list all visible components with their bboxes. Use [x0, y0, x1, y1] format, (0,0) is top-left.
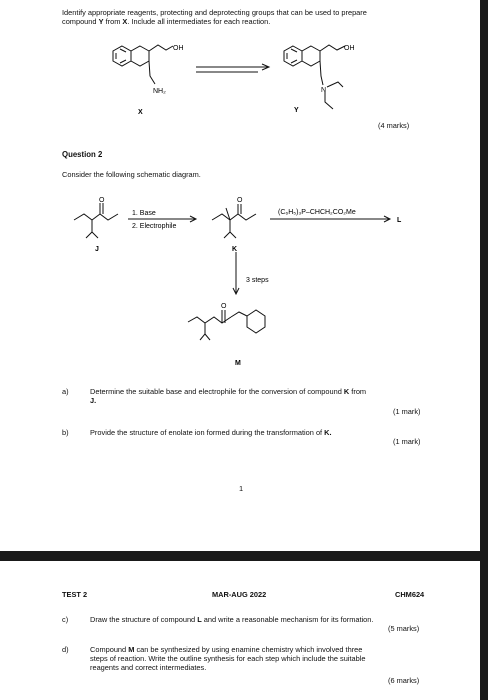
part-b-marks: (1 mark): [393, 437, 421, 446]
part-c-label: c): [62, 615, 69, 624]
compound-m-cyclohexanone-ring: [247, 310, 265, 333]
part-d-line-3: reagents and correct intermediates.: [90, 663, 207, 672]
compound-x-oh-label: OH: [173, 45, 184, 52]
part-d-line-1: Compound M can be synthesized by using enamine chemistry which involved three: [90, 645, 363, 654]
question-1-marks: (4 marks): [378, 121, 410, 130]
exam-page-2: [0, 561, 480, 700]
page-number: 1: [239, 484, 244, 493]
compound-l-label: L: [397, 217, 402, 224]
compound-y-oh-label: OH: [344, 45, 355, 52]
part-d-label: d): [62, 645, 69, 654]
intro-line-1: Identify appropriate reagents, protecting and deprotecting groups that can be used to prepare: [62, 8, 367, 17]
part-d-line-2: steps of reaction. Write the outline synthesis for each step which include the suitable: [90, 654, 366, 663]
reagent-electrophile: 2. Electrophile: [132, 223, 177, 230]
compound-j-oxygen: O: [99, 197, 105, 204]
part-a-label: a): [62, 387, 69, 396]
part-c-text: Draw the structure of compound L and write a reasonable mechanism for its formation.: [90, 615, 374, 624]
part-a-text: Determine the suitable base and electrophile for the conversion of compound K from: [90, 387, 367, 396]
header-test-label: TEST 2: [62, 590, 88, 599]
compound-j-skeleton: [74, 214, 118, 220]
compound-m-oxygen: O: [221, 303, 227, 310]
part-a-text-j: J.: [90, 396, 97, 405]
question-2-prompt: Consider the following schematic diagram.: [62, 170, 201, 179]
wittig-reagent: (C₆H₅)₃P–CHCH₂CO₂Me: [278, 209, 356, 216]
compound-x-label: X: [138, 109, 143, 116]
part-b-text: Provide the structure of enolate ion formed during the transformation of K.: [90, 428, 332, 437]
intro-line-2: compound Y from X. Include all intermediates for each reaction.: [62, 17, 271, 26]
question-2-title: Question 2: [62, 150, 103, 159]
compound-x-nh2-label: NH₂: [153, 88, 166, 95]
compound-j-label: J: [95, 246, 99, 253]
compound-x-cyclohexane-ring: [131, 46, 149, 66]
compound-k-skeleton: [212, 214, 256, 220]
reagent-base: 1. Base: [132, 210, 156, 217]
header-course-code: CHM624: [395, 590, 425, 599]
header-session: MAR-AUG 2022: [212, 590, 267, 599]
part-a-marks: (1 mark): [393, 407, 421, 416]
part-c-marks: (5 marks): [388, 624, 420, 633]
compound-k-label: K: [232, 246, 238, 253]
compound-y-n-label: N: [321, 87, 327, 94]
scheme-1-diagram: [0, 30, 488, 150]
compound-y-label: Y: [294, 107, 299, 114]
three-steps-label: 3 steps: [246, 277, 269, 284]
compound-y-cyclohexane-ring: [302, 46, 320, 66]
part-b-label: b): [62, 428, 69, 437]
part-d-marks: (6 marks): [388, 676, 420, 685]
compound-m-label: M: [235, 360, 241, 367]
scheme-2-diagram: [0, 186, 488, 376]
compound-k-oxygen: O: [237, 197, 243, 204]
